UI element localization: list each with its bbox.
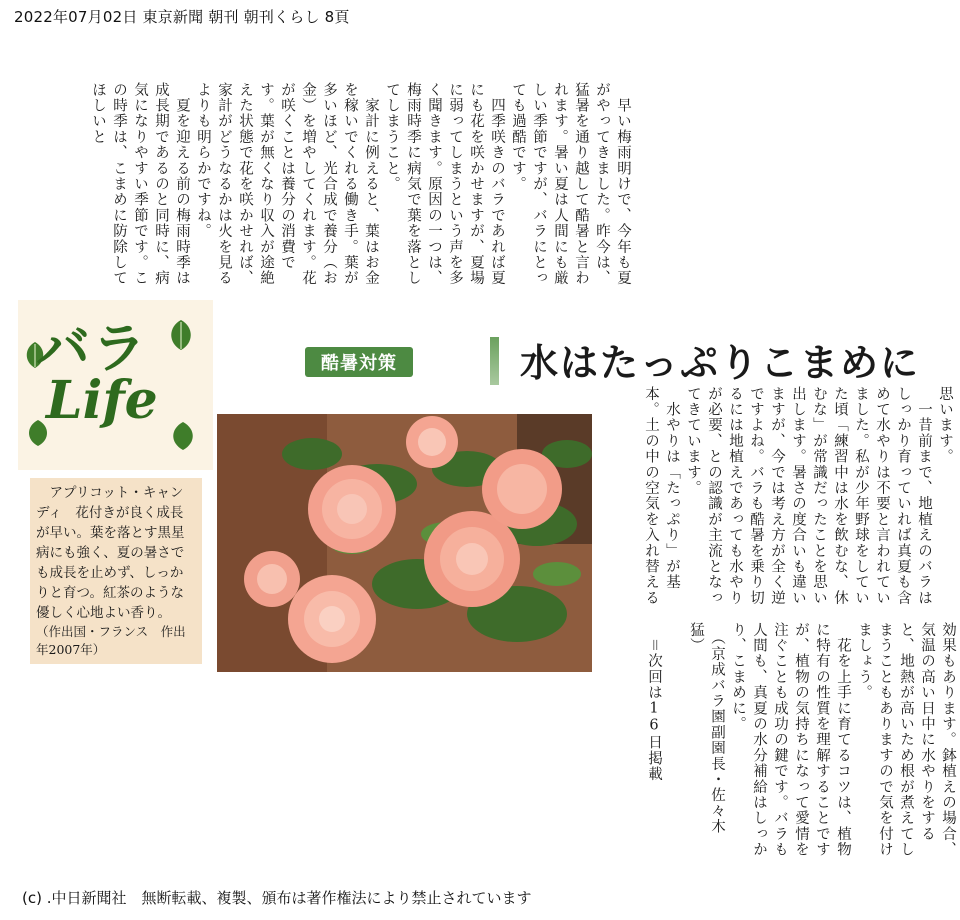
caption-origin: （作出国・フランス 作出年2007年）	[36, 624, 186, 657]
copyright-footer: (c) .中日新聞社 無断転載、複製、頒布は著作権法により禁止されています	[22, 889, 532, 907]
article-body-right-top: 思います。 一昔前まで、地植えのバラはしっかり育っていれば真夏も含めて水やりは不要と言われていました。私が少年野球をしていた頃「練習中は水を飲むな、休むな」が常識だったことを思い出します。暑さの度合いも違いますが、今では考え方が全く逆ですよね。バラも酷暑を乗り切るには地植えであっても水やりが必要、との認識が主流となってきています。 水やりは「たっぷり」が基本。土の中の空気を入れ替える	[643, 386, 953, 606]
leaf-icon	[166, 318, 196, 352]
leaf-icon	[168, 420, 198, 452]
series-logo	[18, 300, 213, 470]
caption-text: アプリコット・キャンディ 花付きが良く成長が早い。葉を落とす黒星病にも強く、夏の暑さでも成長を止めず、しっかりと育つ。紅茶のような優しく心地よい香り。	[36, 485, 185, 621]
headline: 水はたっぷりこまめに	[520, 340, 921, 385]
headline-accent-bar	[490, 337, 499, 385]
rose-photo	[217, 414, 592, 672]
dateline: 2022年07月02日 東京新聞 朝刊 朝刊くらし 8頁	[14, 8, 350, 26]
article-body-right-bottom: 効果もあります。鉢植えの場合、気温の高い日中に水やりをすると、地熱が高いため根が煮えてしまうこともありますので気を付けましょう。 花を上手に育てるコツは、植物に特有の性質を理解することですが、植物の気持ちになって愛情を注ぐことも成功の鍵です。バラも人間も、真夏の水分補給はしっかり、こまめに。 （京成バラ園副園長・佐々木猛） ＝次回は16日掲載	[646, 622, 956, 858]
logo-title-life: Life	[46, 370, 158, 431]
topic-tag: 酷暑対策	[305, 347, 413, 377]
photo-caption	[30, 478, 202, 664]
rose-photo-image	[217, 414, 592, 672]
article-body-top: 早い梅雨明けで、今年も夏がやってきました。昨今は、猛暑を通り越して酷暑と言われます。暑い夏は人間にも厳しい季節ですが、バラにとっても過酷です。 四季咲きのバラであれば夏にも花を咲かせますが、夏場に弱ってしまうという声を多く聞きます。原因の一つは、梅雨時季に病気で葉を落としてしまうこと。 家計に例えると、葉はお金を稼いでくれる働き手。葉が多いほど、光合成で養分（お金）を増やしてくれます。花が咲くことは養分の消費です。葉が無くなり収入が途絶えた状態で花を咲かせれば、家計がどうなるかは火を見るよりも明らかですね。 夏を迎える前の梅雨時季は成長期であるのと同時に、病気になりやすい季節です。この時季は、こまめに防除してほしいと	[90, 82, 631, 287]
logo-title-bara: バラ	[36, 317, 148, 380]
